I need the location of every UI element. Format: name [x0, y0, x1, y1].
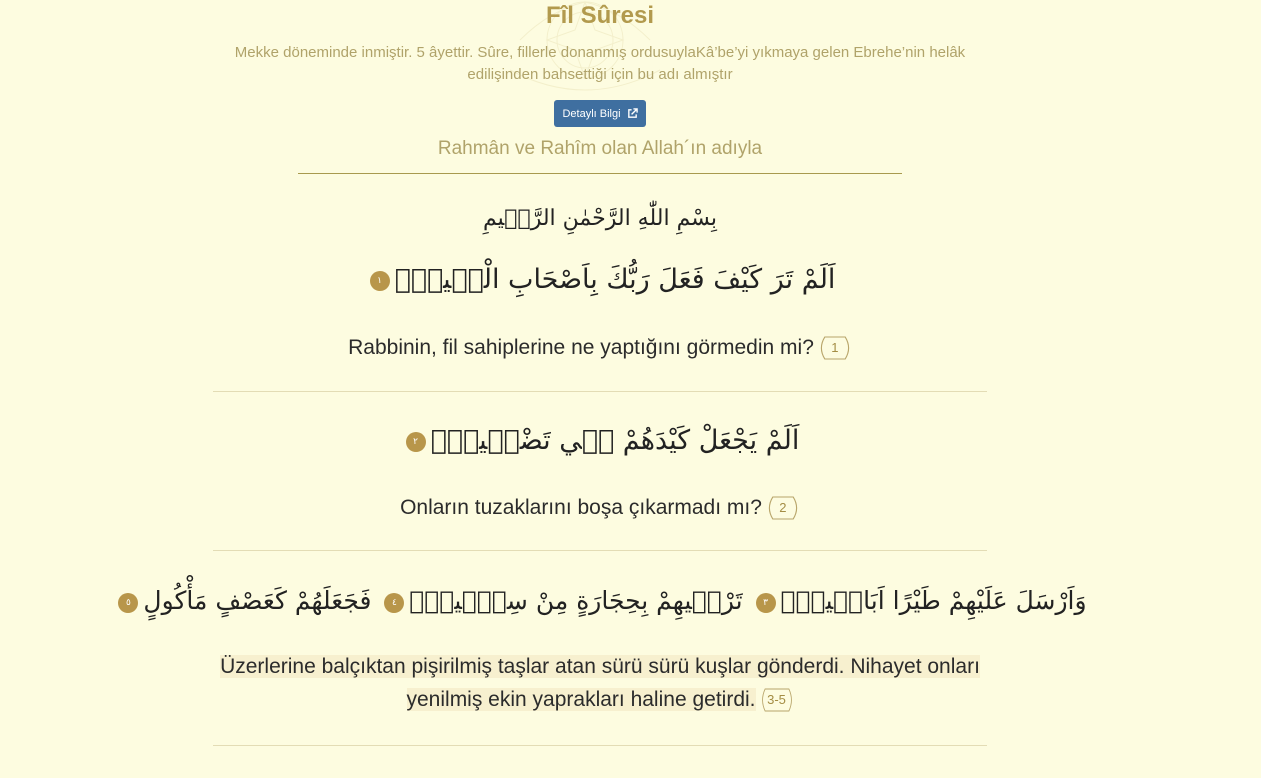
verse-divider — [213, 745, 987, 746]
description-line: edilişinden bahsettiği için bu adı almıştır — [467, 66, 733, 83]
header-divider — [298, 173, 902, 174]
verse-translation — [0, 650, 1200, 716]
ayah-number-marker: ٢ — [406, 432, 426, 452]
surah-description — [225, 42, 975, 86]
verse-arabic — [0, 264, 1200, 295]
detail-info-button[interactable] — [554, 100, 646, 127]
detail-info-label: Detaylı Bilgi — [562, 107, 621, 120]
ayah-number-marker: ٥ — [118, 593, 138, 613]
verse-arabic — [0, 586, 1200, 615]
verse-number-badge[interactable]: 3-5 — [760, 687, 794, 713]
verse-arabic-text: فَجَعَلَهُمْ كَعَصْفٍ مَأْكُولٍ — [143, 586, 372, 615]
verse-translation — [0, 491, 1200, 524]
verse-number-badge[interactable]: 1 — [818, 335, 852, 361]
translation-text: Rabbinin, fil sahiplerine ne yaptığını görmedin mi? — [348, 336, 814, 359]
ayah-number-marker: ٤ — [384, 593, 404, 613]
verse-arabic-text: اَلَمْ تَرَ كَيْفَ فَعَلَ رَبُّكَ بِاَصْحَابِ الْف۪يلِۜ — [394, 264, 836, 295]
translation-text: Üzerlerine balçıktan pişirilmiş taşlar atan sürü sürü kuşlar gönderdi. Nihayet onları — [220, 655, 980, 678]
external-link-icon — [627, 108, 638, 119]
verse-divider — [213, 550, 987, 551]
translation-text: yenilmiş ekin yaprakları haline getirdi. — [406, 688, 756, 711]
verse-arabic-text: وَاَرْسَلَ عَلَيْهِمْ طَيْرًا اَبَاب۪يلَۙ — [780, 586, 1087, 615]
verse-divider — [213, 391, 987, 392]
verse-number-badge[interactable]: 2 — [766, 495, 800, 521]
ayah-number-marker: ١ — [370, 271, 390, 291]
translation-text: Onların tuzaklarını boşa çıkarmadı mı? — [400, 496, 762, 519]
verse-arabic — [0, 425, 1200, 456]
bismillah-arabic: بِسْمِ اللّٰهِ الرَّحْمٰنِ الرَّح۪يمِ — [483, 206, 717, 231]
verse-arabic-text: اَلَمْ يَجْعَلْ كَيْدَهُمْ ف۪ي تَضْل۪يلٍۙ — [430, 425, 800, 456]
description-line: Mekke döneminde inmiştir. 5 âyettir. Sûre, fillerle donanmış ordusuylaKâ’be’yi yıkmaya gelen Ebrehe’nin helâk — [234, 44, 966, 61]
bismillah-translation: Rahmân ve Rahîm olan Allah´ın adıyla — [437, 138, 763, 159]
verse-arabic-text: تَرْم۪يهِمْ بِحِجَارَةٍ مِنْ سِجّ۪يلٍۙ — [409, 586, 743, 615]
verse-translation — [0, 331, 1200, 364]
surah-title: Fîl Sûresi — [545, 2, 655, 29]
ayah-number-marker: ٣ — [756, 593, 776, 613]
